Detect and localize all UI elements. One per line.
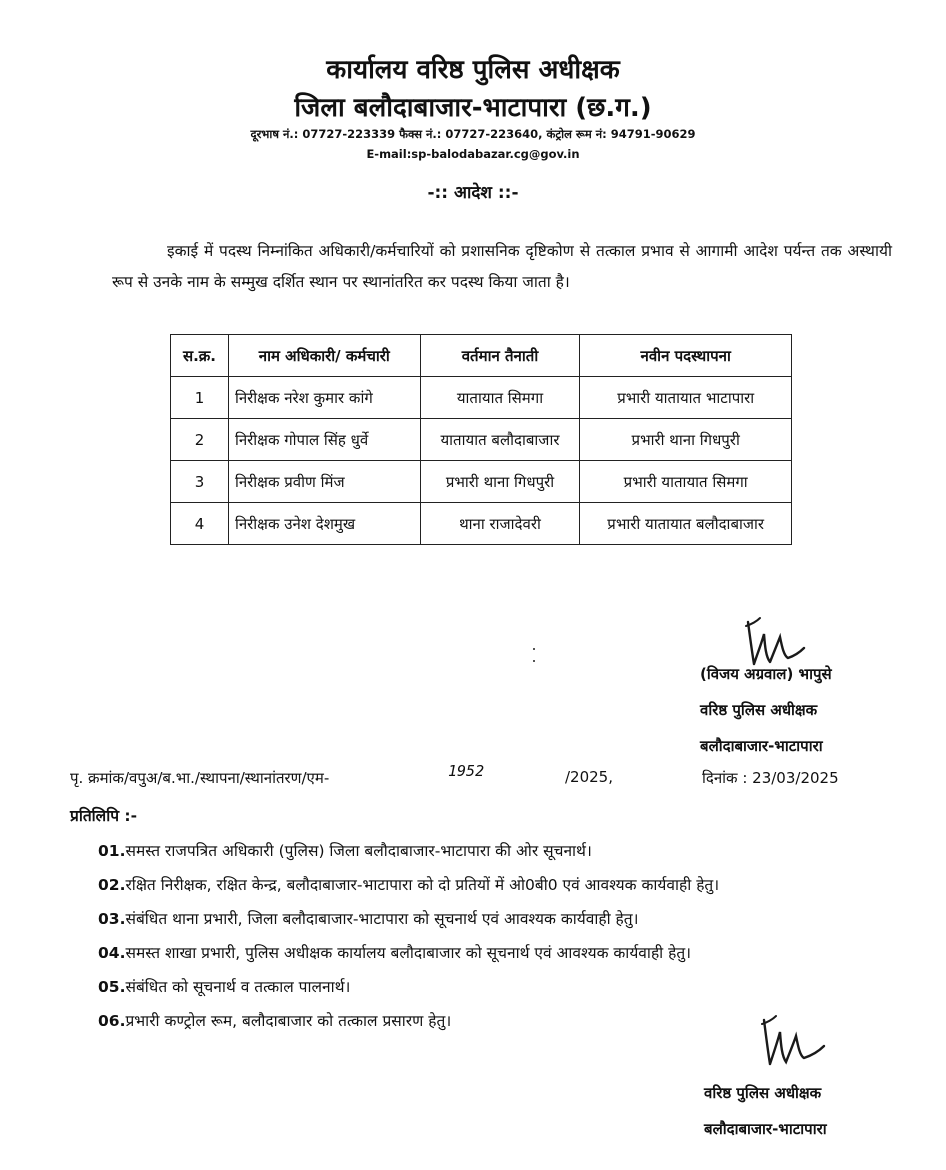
speck-dot: [533, 648, 535, 650]
list-item: [98, 970, 918, 1004]
cell-name: निरीक्षक उनेश देशमुख: [228, 503, 420, 545]
item-text: समस्त शाखा प्रभारी, पुलिस अधीक्षक कार्यालय बलौदाबाजार को सूचनार्थ एवं आवश्यक कार्यवाही हेतु।: [125, 944, 692, 962]
cell-name: निरीक्षक प्रवीण मिंज: [228, 461, 420, 503]
cell-new: प्रभारी यातायात सिमगा: [580, 461, 792, 503]
signature-2: [752, 1008, 832, 1073]
table-header-row: [171, 335, 792, 377]
signatory-place: बलौदाबाजार-भाटापारा: [700, 737, 823, 755]
cell-current: प्रभारी थाना गिधपुरी: [420, 461, 580, 503]
item-number: 05.: [98, 978, 126, 996]
item-number: 03.: [98, 910, 126, 928]
header-sno: स.क्र.: [171, 335, 229, 377]
item-number: 02.: [98, 876, 126, 894]
table-row: [171, 419, 792, 461]
cell-new: प्रभारी यातायात भाटापारा: [580, 377, 792, 419]
table-row: [171, 503, 792, 545]
cell-new: प्रभारी थाना गिधपुरी: [580, 419, 792, 461]
table-row: [171, 377, 792, 419]
signatory-designation: वरिष्ठ पुलिस अधीक्षक: [704, 1084, 822, 1102]
district-heading: जिला बलौदाबाजार-भाटापारा (छ.ग.): [294, 93, 652, 123]
item-text: प्रभारी कण्ट्रोल रूम, बलौदाबाजार को तत्काल प्रसारण हेतु।: [125, 1012, 452, 1030]
cell-name: निरीक्षक नरेश कुमार कांगे: [228, 377, 420, 419]
order-body: [112, 236, 892, 298]
reference-prefix: पृ. क्रमांक/वपुअ/ब.भा./स्थापना/स्थानांतरण/एम-: [70, 769, 330, 787]
header-name: नाम अधिकारी/ कर्मचारी: [228, 335, 420, 377]
email-line: E-mail:sp-balodabazar.cg@gov.in: [366, 147, 580, 161]
contact-line: दूरभाष नं.: 07727-223339 फैक्स नं.: 07727-223640, कंट्रोल रूम नं: 94791-90629: [250, 127, 696, 141]
speck-dot: [533, 660, 535, 662]
item-text: संबंधित को सूचनार्थ व तत्काल पालनार्थ।: [125, 978, 351, 996]
signatory-designation: वरिष्ठ पुलिस अधीक्षक: [700, 701, 818, 719]
signatory-name: (विजय अग्रवाल) भापुसे: [700, 665, 832, 683]
reference-number: 1952: [448, 762, 485, 780]
list-item: [98, 868, 918, 902]
table-row: [171, 461, 792, 503]
cell-current: यातायात बलौदाबाजार: [420, 419, 580, 461]
office-heading: कार्यालय वरिष्ठ पुलिस अधीक्षक: [326, 55, 620, 85]
header-new-posting: नवीन पदस्थापना: [580, 335, 792, 377]
cell-name: निरीक्षक गोपाल सिंह धुर्वे: [228, 419, 420, 461]
list-item: [98, 834, 918, 868]
item-number: 06.: [98, 1012, 126, 1030]
order-title: -:: आदेश ::-: [427, 183, 519, 203]
header-current-posting: वर्तमान तैनाती: [420, 335, 580, 377]
transfer-table: [170, 334, 792, 545]
list-item: [98, 936, 918, 970]
cell-sno: 3: [171, 461, 229, 503]
item-text: संबंधित थाना प्रभारी, जिला बलौदाबाजार-भाटापारा को सूचनार्थ एवं आवश्यक कार्यवाही हेतु।: [125, 910, 639, 928]
cell-sno: 4: [171, 503, 229, 545]
signatory-block-2: [704, 1075, 904, 1147]
cell-sno: 2: [171, 419, 229, 461]
cell-new: प्रभारी यातायात बलौदाबाजार: [580, 503, 792, 545]
cell-sno: 1: [171, 377, 229, 419]
signatory-block-1: [700, 656, 900, 764]
order-body-text: इकाई में पदस्थ निम्नांकित अधिकारी/कर्मचारियों को प्रशासनिक दृष्टिकोण से तत्काल प्रभाव से आगामी आदेश पर्यन्त तक अस्थायी रूप से उनके नाम के सम्मुख दर्शित स्थान पर स्थानांतरित कर पदस्थ किया जाता है।: [112, 242, 892, 291]
cell-current: यातायात सिमगा: [420, 377, 580, 419]
item-number: 01.: [98, 842, 126, 860]
item-text: रक्षित निरीक्षक, रक्षित केन्द्र, बलौदाबाजार-भाटापारा को दो प्रतियों में ओ0बी0 एवं आवश्यक कार्यवाही हेतु।: [125, 876, 720, 894]
cell-current: थाना राजादेवरी: [420, 503, 580, 545]
copy-label: प्रतिलिपि :-: [70, 807, 138, 825]
item-number: 04.: [98, 944, 126, 962]
list-item: [98, 902, 918, 936]
reference-date: दिनांक : 23/03/2025: [702, 769, 839, 787]
item-text: समस्त राजपत्रित अधिकारी (पुलिस) जिला बलौदाबाजार-भाटापारा की ओर सूचनार्थ।: [125, 842, 592, 860]
reference-year: /2025,: [565, 768, 613, 786]
signatory-place: बलौदाबाजार-भाटापारा: [704, 1120, 827, 1138]
